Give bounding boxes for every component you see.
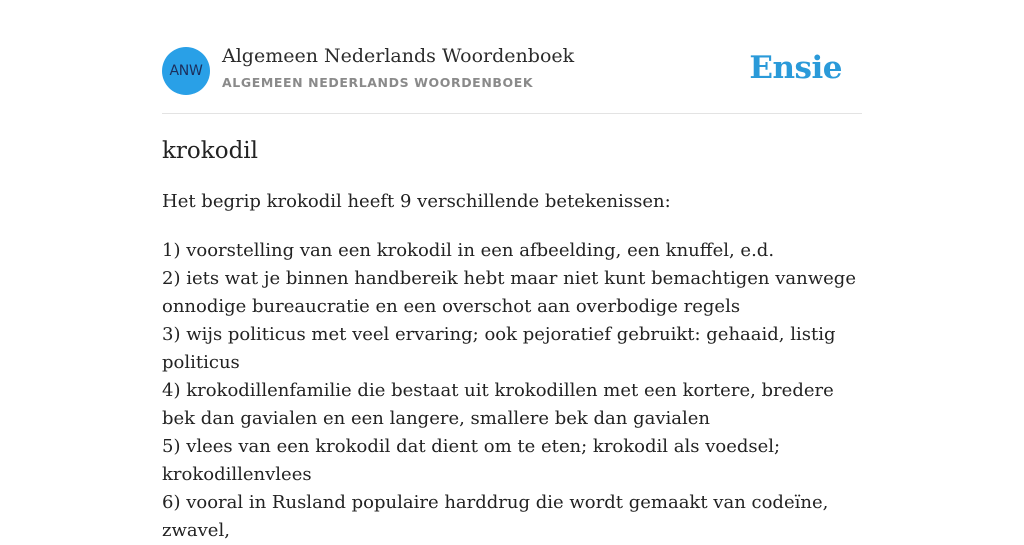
meaning-item: 5) vlees van een krokodil dat dient om te eten; krokodil als voedsel; krokodillenvlees [162,436,781,485]
source-subtitle: ALGEMEEN NEDERLANDS WOORDENBOEK [222,75,534,90]
meaning-item: 4) krokodillenfamilie die bestaat uit krokodillen met een kortere, bredere bek dan gavialen en een langere, smallere bek dan gavialen [162,380,834,429]
meaning-item: 3) wijs politicus met veel ervaring; ook pejoratief gebruikt: gehaaid, listig politicus [162,324,836,373]
ensie-brand-logo[interactable]: Ensie [749,50,842,86]
anw-logo[interactable] [162,47,210,95]
page-title: krokodil [162,138,258,164]
meanings-list [162,237,862,545]
source-title[interactable]: Algemeen Nederlands Woordenboek [222,45,575,67]
anw-logo-text: ANW [169,63,203,79]
meaning-item: 1) voorstelling van een krokodil in een afbeelding, een knuffel, e.d. [162,240,775,261]
meaning-item: 6) vooral in Rusland populaire harddrug die wordt gemaakt van codeïne, zwavel, [162,492,829,541]
source-header [162,0,862,114]
meanings-intro: Het begrip krokodil heeft 9 verschillende betekenissen: [162,191,671,212]
page-container [162,0,862,541]
meaning-item: 2) iets wat je binnen handbereik hebt maar niet kunt bemachtigen vanwege onnodige bureaucratie en een overschot aan overbodige regels [162,268,856,317]
